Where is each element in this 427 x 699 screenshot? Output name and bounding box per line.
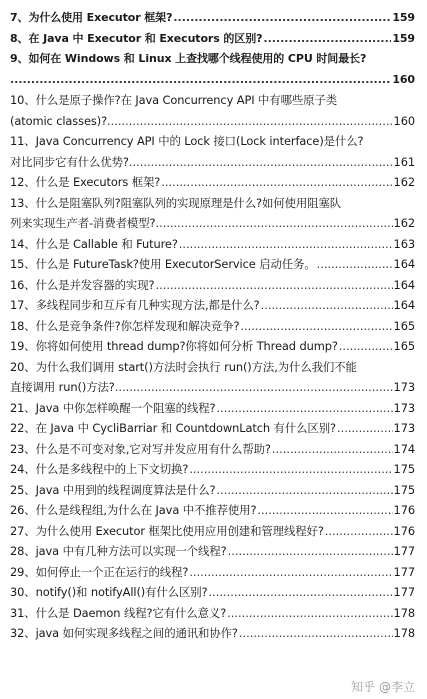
- toc-entry[interactable]: [10, 234, 415, 254]
- toc-leader-dots: [325, 521, 393, 541]
- toc-leader-dots: [217, 398, 393, 418]
- toc-page-number: 159: [392, 31, 415, 45]
- toc-page-number: 162: [393, 175, 415, 189]
- toc-entry-title-cont: 直接调用 run()方法?: [10, 380, 115, 394]
- toc-page-number: 165: [393, 318, 415, 333]
- toc-entry-title: 27、为什么使用 Executor 框架比使用应用创建和管理线程好?: [10, 523, 324, 538]
- toc-page-number: 178: [393, 626, 415, 640]
- toc-entry-title: 15、什么是 FutureTask?使用 ExecutorService 启动任务。: [10, 257, 316, 271]
- toc-entry[interactable]: [10, 500, 415, 520]
- toc-leader-dots: [317, 254, 393, 274]
- toc-leader-dots: [115, 377, 393, 397]
- toc-entry-title: 28、java 中有几种方法可以实现一个线程?: [10, 544, 227, 558]
- toc-leader-dots: [239, 623, 393, 643]
- toc-entry-title: 31、什么是 Daemon 线程?它有什么意义?: [10, 605, 227, 620]
- toc-entry-continuation[interactable]: [10, 111, 415, 131]
- toc-entry-title: 22、在 Java 中 CycliBarriar 和 CountdownLatch 有什么区别?: [10, 421, 336, 435]
- toc-page-number: 165: [393, 339, 415, 353]
- toc-page-number: 174: [393, 441, 415, 456]
- toc-leader-dots: [107, 111, 393, 131]
- toc-entry[interactable]: [10, 295, 415, 315]
- toc-leader-dots: [189, 459, 392, 479]
- toc-entry[interactable]: [10, 172, 415, 192]
- toc-entry-title-cont: (atomic classes)?: [10, 113, 108, 128]
- toc-page-number: 164: [393, 277, 415, 292]
- toc-entry[interactable]: [10, 623, 415, 643]
- toc-entry[interactable]: [10, 275, 415, 295]
- toc-entry[interactable]: [10, 562, 415, 582]
- toc-entry-title: 20、为什么我们调用 start()方法时会执行 run()方法,为什么我们不能: [10, 359, 357, 374]
- toc-entry[interactable]: [10, 398, 415, 418]
- toc-leader-dots: [209, 582, 393, 602]
- toc-entry-title: 11、Java Concurrency API 中的 Lock 接口(Lock interface)是什么?: [10, 134, 364, 148]
- toc-leader-dots: [261, 295, 393, 315]
- toc-entry-title: 14、什么是 Callable 和 Future?: [10, 236, 178, 251]
- toc-leader-dots: [337, 418, 393, 438]
- toc-entry-title: 7、为什么使用 Executor 框架?: [10, 11, 173, 24]
- toc-entry-title: 19、你将如何使用 thread dump?你将如何分析 Thread dump?: [10, 339, 338, 353]
- toc-entry-title: 9、如何在 Windows 和 Linux 上查找哪个线程使用的 CPU 时间最长?: [10, 52, 367, 65]
- toc-leader-dots: [263, 29, 391, 49]
- toc-page-number: 178: [393, 605, 415, 620]
- toc-entry-title: 12、什么是 Executors 框架?: [10, 175, 161, 189]
- toc-entry-title: 17、多线程同步和互斥有几种实现方法,都是什么?: [10, 298, 260, 312]
- toc-page-number: 164: [393, 298, 415, 312]
- toc-entry[interactable]: [10, 521, 415, 541]
- toc-page-number: 177: [393, 585, 415, 599]
- toc-entry-title: 13、什么是阻塞队列?阻塞队列的实现原理是什么?如何使用阻塞队: [10, 195, 342, 210]
- toc-page-number: 160: [393, 113, 415, 128]
- toc-leader-dots: [257, 500, 392, 520]
- toc-entry-continuation[interactable]: [10, 152, 415, 172]
- toc-leader-dots: [10, 70, 391, 90]
- toc-entry[interactable]: [10, 439, 415, 459]
- toc-entry[interactable]: [10, 480, 415, 500]
- watermark: [349, 678, 417, 695]
- toc-page-number: 173: [393, 400, 415, 415]
- toc-leader-dots: [129, 152, 393, 172]
- toc-entry[interactable]: [10, 582, 415, 602]
- toc-entry-title: 29、如何停止一个正在运行的线程?: [10, 564, 189, 579]
- toc-page-number: 173: [393, 421, 415, 435]
- toc-leader-dots: [179, 234, 393, 254]
- toc-entry[interactable]: [10, 316, 415, 336]
- toc-entry-title: 32、java 如何实现多线程之间的通讯和协作?: [10, 626, 238, 640]
- toc-entry[interactable]: [10, 131, 415, 151]
- toc-leader-dots: [228, 541, 393, 561]
- toc-leader-dots: [173, 8, 391, 28]
- toc-entry-continuation[interactable]: [10, 377, 415, 397]
- toc-entry[interactable]: [10, 90, 415, 110]
- toc-entry[interactable]: [10, 8, 415, 28]
- toc-page-number: 173: [393, 380, 415, 394]
- toc-page-number: 163: [393, 236, 415, 251]
- toc-entry[interactable]: [10, 357, 415, 377]
- toc-leader-dots: [272, 439, 393, 459]
- toc-entry[interactable]: [10, 193, 415, 213]
- toc-entry-title: 18、什么是竞争条件?你怎样发现和解决竞争?: [10, 318, 240, 333]
- toc-leader-dots: [217, 480, 393, 500]
- toc-page-number: 164: [393, 257, 415, 271]
- toc-entry[interactable]: [10, 459, 415, 479]
- toc-entry[interactable]: [10, 603, 415, 623]
- toc-page-number: 176: [393, 523, 415, 538]
- toc-leader-dots: [155, 275, 392, 295]
- toc-leader-dots: [339, 336, 393, 356]
- toc-entry-title: 8、在 Java 中 Executor 和 Executors 的区别?: [10, 31, 263, 45]
- toc-entry-title: 24、什么是多线程中的上下文切换?: [10, 462, 189, 476]
- toc-entry-title-cont: 对比同步它有什么优势?: [10, 154, 129, 169]
- toc-page-number: 175: [393, 462, 415, 476]
- toc-entry[interactable]: [10, 418, 415, 438]
- toc-entry[interactable]: [10, 254, 415, 274]
- toc-entry-title: 30、notify()和 notifyAll()有什么区别?: [10, 585, 208, 599]
- toc-page-number: 175: [393, 482, 415, 497]
- toc-page-number: 177: [393, 544, 415, 558]
- toc-entry-continuation[interactable]: [10, 213, 415, 233]
- toc-leader-dots: [227, 603, 392, 623]
- toc-entry-title-cont: 列来实现生产者-消费者模型?: [10, 216, 156, 230]
- toc-entry[interactable]: [10, 541, 415, 561]
- toc-entry-continuation[interactable]: [10, 70, 415, 90]
- toc-leader-dots: [189, 562, 392, 582]
- toc-entry-title: 10、什么是原子操作?在 Java Concurrency API 中有哪些原子类: [10, 93, 338, 107]
- toc-entry-title: 16、什么是并发容器的实现?: [10, 277, 155, 292]
- toc-leader-dots: [240, 316, 392, 336]
- toc-leader-dots: [155, 213, 392, 233]
- toc-page-number: 159: [392, 11, 415, 24]
- toc-entry-title: 21、Java 中你怎样唤醒一个阻塞的线程?: [10, 400, 216, 415]
- toc-entry-title: 25、Java 中用到的线程调度算法是什么?: [10, 482, 216, 497]
- toc-page-number: 160: [392, 72, 415, 86]
- toc-entry-title: 26、什么是线程组,为什么在 Java 中不推荐使用?: [10, 503, 257, 517]
- toc-page-number: 162: [393, 216, 415, 230]
- toc-page-number: 176: [393, 503, 415, 517]
- toc-leader-dots: [161, 172, 392, 192]
- toc-entry-title: 23、什么是不可变对象,它对写并发应用有什么帮助?: [10, 441, 271, 456]
- toc-entry[interactable]: [10, 336, 415, 356]
- watermark-text: 知乎 @李立: [351, 680, 415, 694]
- toc-page-number: 161: [393, 154, 415, 169]
- toc-entry[interactable]: [10, 49, 415, 69]
- toc-entry[interactable]: [10, 29, 415, 49]
- toc-page-number: 177: [393, 564, 415, 579]
